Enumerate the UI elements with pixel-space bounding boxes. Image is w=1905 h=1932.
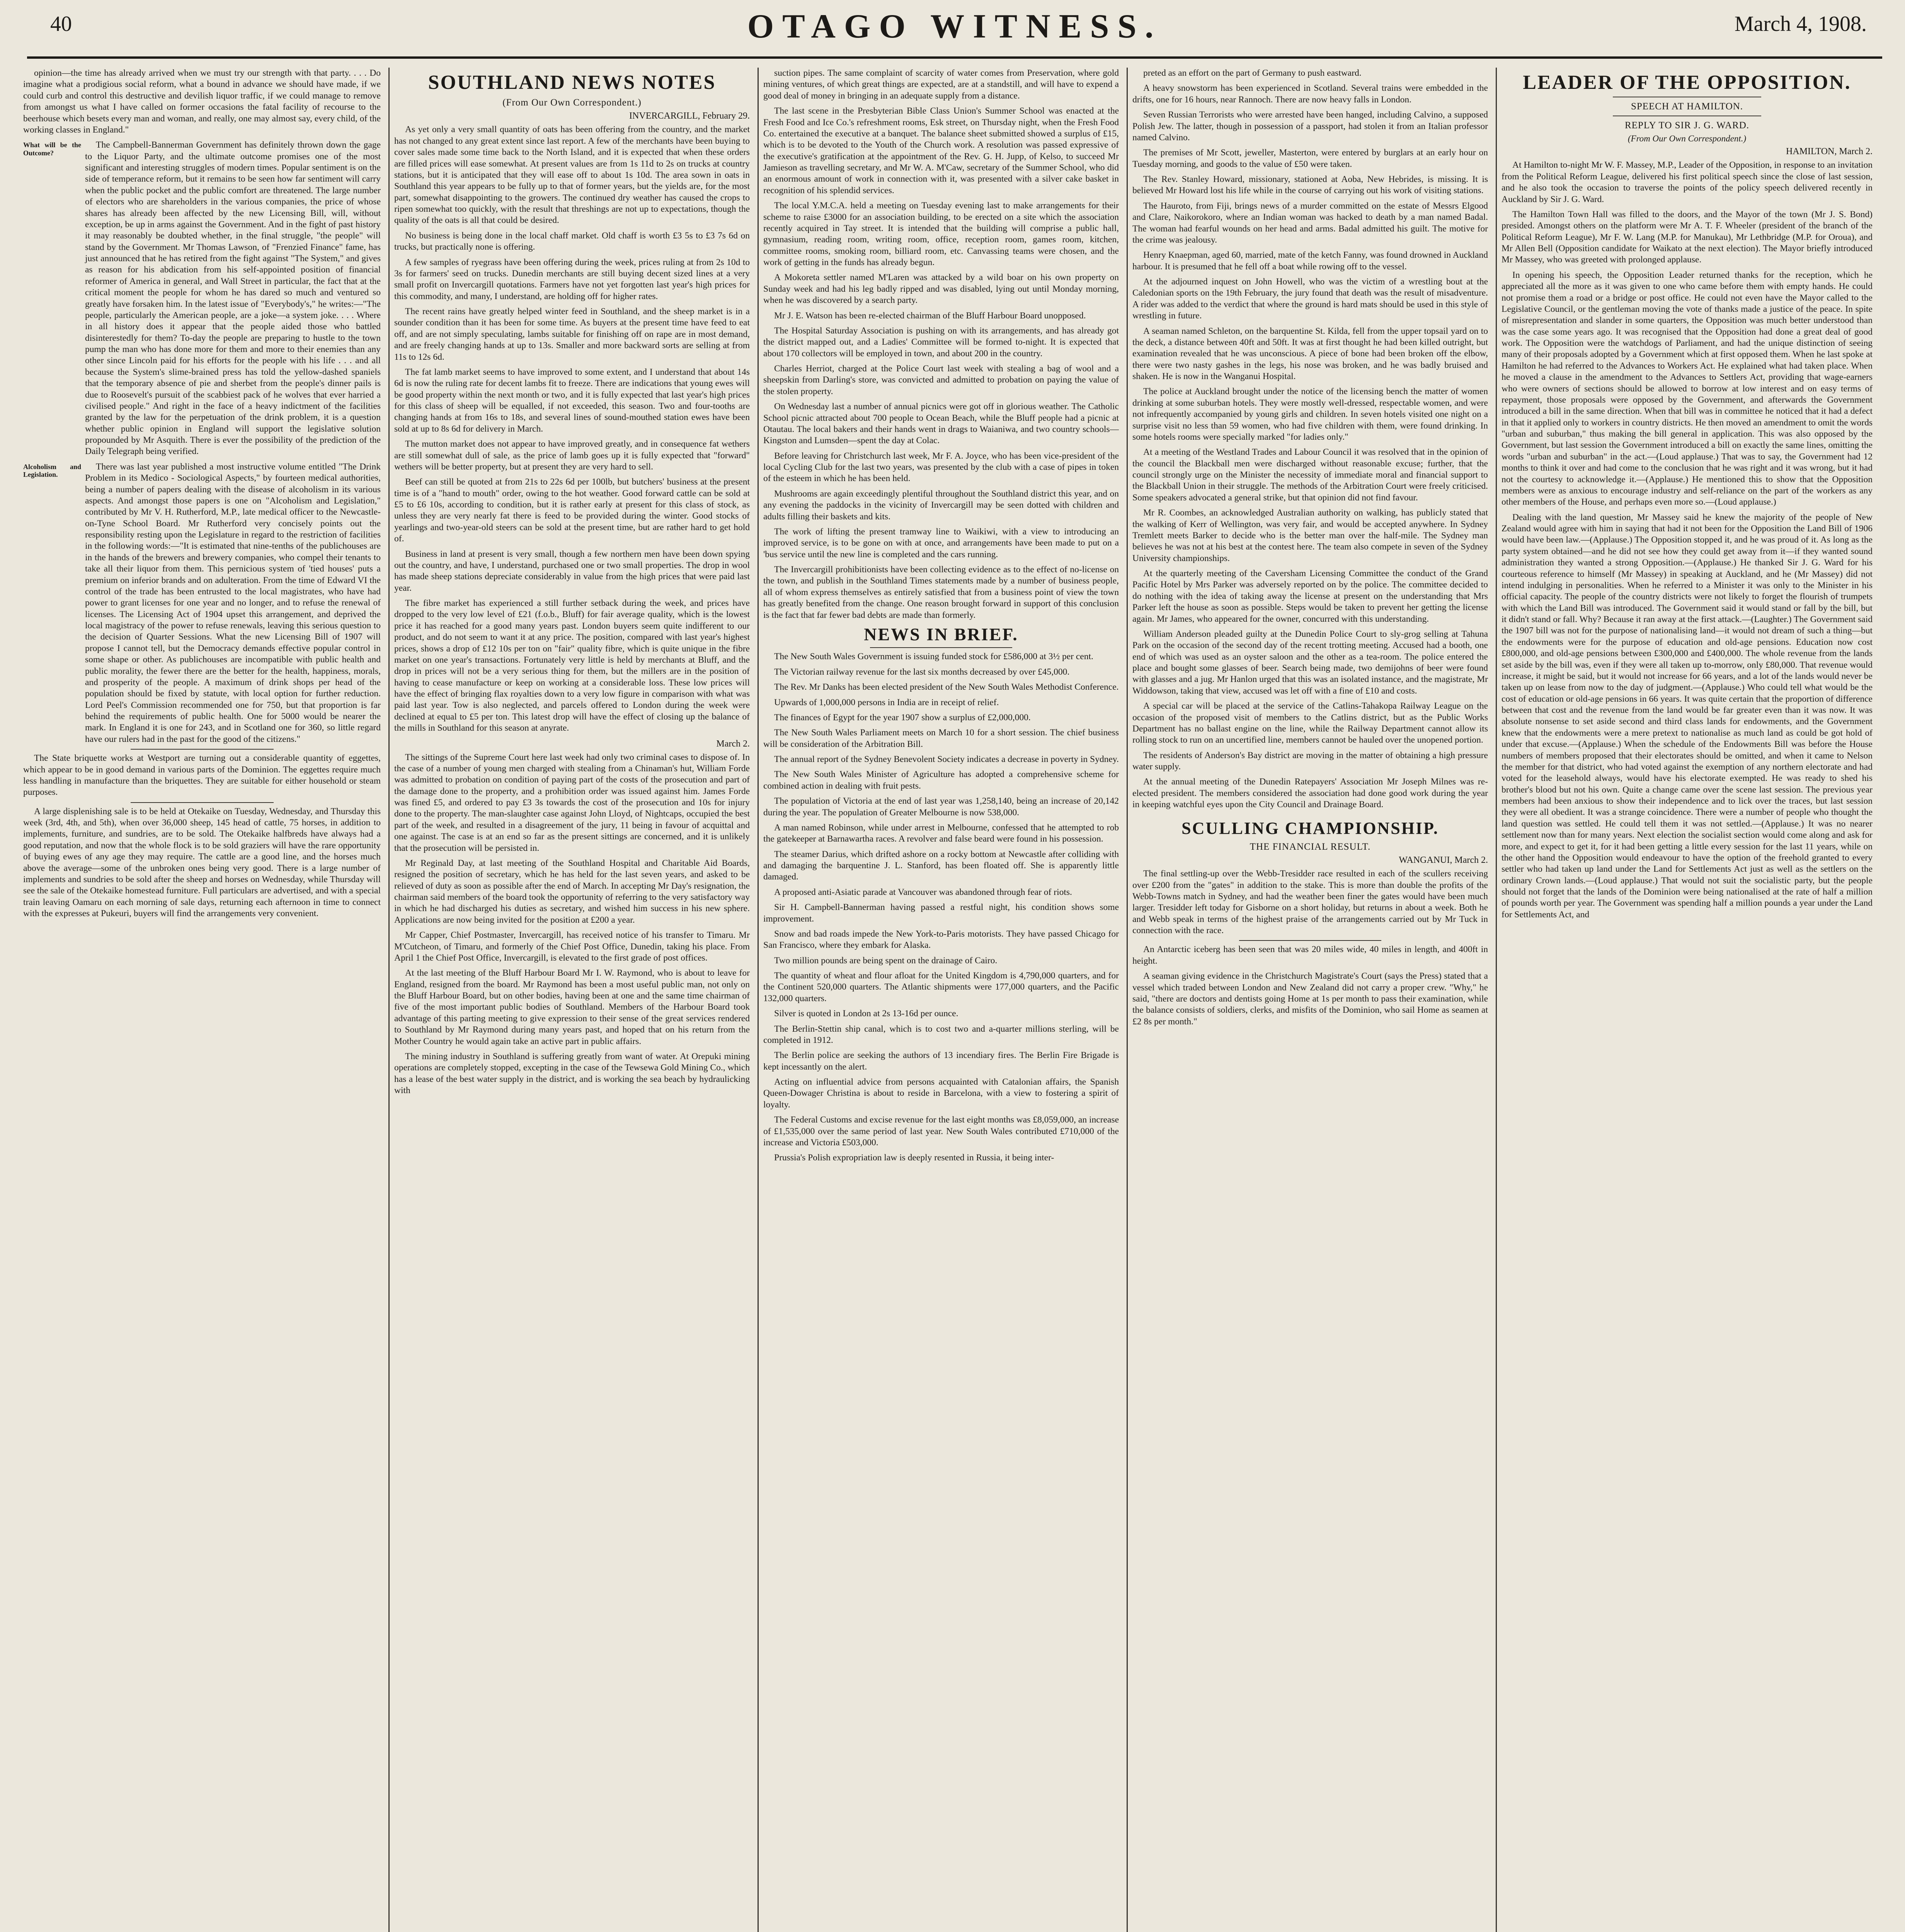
column-5	[1502, 68, 1873, 1932]
article-heading: LEADER OF THE OPPOSITION.	[1523, 71, 1851, 94]
article-paragraph: A large displenishing sale is to be held at Otekaike on Tuesday, Wednesday, and Thursday this week (3rd, 4th, and 5th), when over 36,000 sheep, 145 head of cattle, 75 horses, in addition to implements, furniture, and sundries, are to be sold. The Otekaike halfbreds have always had a good reputation, and now that the whole flock is to be sold graziers will have the rare opportunity of buying ewes of any age they may require. The cattle are a good line, and the horses much above the average—some of the unbroken ones being very good. There is a large number of implements and sundries to be sold after the sheep and horses on Wednesday, while Thursday will see the sale of the Otekaike homestead furniture. Full particulars are advertised, and with a special train leaving Oamaru on each morning of sale days, returning each afternoon in time to connect with the expresses at Pukeuri, buyers will find the arrangements very convenient.	[23, 806, 381, 918]
column-2	[394, 68, 750, 1932]
dateline: INVERCARGILL, February 29.	[629, 111, 750, 121]
article-paragraph: On Wednesday last a number of annual picnics were got off in glorious weather. The Catholic School picnic attracted about 700 people to Ocean Beach, while the Bluff people had a picnic at Otautau. The local bakers and their hands went in drags to Waianiwa, and two country schools—Kingston and Lumsden—spent the day at Colac.	[763, 401, 1119, 446]
news-item: The police at Auckland brought under the notice of the licensing bench the matter of women drinking at some suburban hotels. They were mostly well-dressed, respectable women, and were not infrequently accompanied by young girls and children. In seven hotels visited one night on a surprise visit no less than 59 women, who had five children with them, were found drinking. In some hotels rooms were specially marked "for ladies only."	[1132, 386, 1488, 442]
column-3	[763, 68, 1119, 1932]
article-paragraph: The Invercargill prohibitionists have been collecting evidence as to the effect of no-license on the town, and publish in the Southland Times statements made by a number of business people, all of whom express themselves as entirely satisfied that from a business point of view the town has greatly benefited from the change. One reason brought forward in support of this conclusion is the fact that far fewer bad debts are made than formerly.	[763, 565, 1119, 620]
news-item: At the quarterly meeting of the Caversham Licensing Committee the conduct of the Grand Pacific Hotel by Mrs Parker was adversely reported on by the police. The committee decided to do nothing with the idea of taking away the license at present on the understanding that Mrs Parker left the house as soon as possible. Steps would be taken to prevent her getting the license again. Mr James, who appeared for the owner, concurred with this understanding.	[1132, 568, 1488, 624]
article-paragraph: The work of lifting the present tramway line to Waikiwi, with a view to introducing an improved service, is to be gone on with at once, and arrangements have been made to put on a 'bus service until the new line is completed and the cars running.	[763, 526, 1119, 560]
news-item: The New South Wales Government is issuing funded stock for £586,000 at 3½ per cent.	[774, 651, 1093, 662]
column-1	[23, 68, 381, 1932]
news-item: The Rev. Mr Danks has been elected president of the New South Wales Methodist Conference.	[774, 682, 1119, 692]
page-number: 40	[50, 12, 72, 36]
news-item: Mr R. Coombes, an acknowledged Australian authority on walking, has publicly stated that the walking of Kerr of Wellington, was very fair, and would be accepted anywhere. In Sydney Tremlett meets Barker to decide who is the better man over the half-mile. The Sydney man believes he was not at his best at the contest here. The team also compete in seven of the Sydney University championships.	[1132, 508, 1488, 563]
article-paragraph: The recent rains have greatly helped winter feed in Southland, and the sheep market is in a sounder condition than it has been for some time. As buyers at the present time have feed to eat off, and are not simply speculating, lambs suitable for finishing off on rape are in most demand, and are freely changing hands at up to 13s. Smaller and more backward sorts are selling at from 11s to 12s 6d.	[394, 306, 750, 362]
news-item: The Berlin police are seeking the authors of 13 incendiary fires. The Berlin Fire Brigade is kept incessantly on the alert.	[763, 1050, 1119, 1072]
news-item: The Rev. Stanley Howard, missionary, stationed at Aoba, New Hebrides, is missing. It is believed Mr Howard lost his life while in the course of carrying out his work of visiting stations.	[1132, 174, 1488, 196]
article-paragraph: The Hospital Saturday Association is pushing on with its arrangements, and has already got the district mapped out, and a Ladies' Committee will be formed to-night. It is expected that about 170 collectors will be employed in town, and about 200 in the country.	[763, 325, 1119, 359]
article-subheading: REPLY TO SIR J. G. WARD.	[1624, 120, 1749, 131]
news-item: A proposed anti-Asiatic parade at Vancouver was abandoned through fear of riots.	[774, 887, 1072, 897]
side-heading: Alcoholism and Legislation.	[23, 463, 81, 479]
dateline: March 2.	[716, 738, 750, 749]
news-item: The annual report of the Sydney Benevolent Society indicates a decrease in poverty in Sydney.	[774, 754, 1119, 765]
newspaper-title: OTAGO WITNESS.	[747, 8, 1162, 45]
dateline: HAMILTON, March 2.	[1786, 146, 1873, 157]
news-item: The steamer Darius, which drifted ashore on a rocky bottom at Newcastle after colliding with and damaging the barquentine J. L. Stanford, has been floated off. She is apparently little damaged.	[763, 849, 1119, 882]
article-paragraph: A Mokoreta settler named M'Laren was attacked by a wild boar on his own property on Sunday week and had his leg badly ripped and was disabled, lying out until Monday morning, when he was discovered by a search party.	[763, 272, 1119, 306]
news-item: The Berlin-Stettin ship canal, which is to cost two and a-quarter millions sterling, will be completed in 1912.	[763, 1024, 1119, 1045]
dateline: WANGANUI, March 2.	[1399, 855, 1488, 866]
article-paragraph: Mr J. E. Watson has been re-elected chairman of the Bluff Harbour Board unopposed.	[774, 310, 1086, 321]
article-paragraph: Mr Reginald Day, at last meeting of the Southland Hospital and Charitable Aid Boards, resigned the position of secretary, which he has held for the last seven years, and asked to be relieved of duty as soon as possible after the end of March. In accepting Mr Day's resignation, the chairman said members of the board took the opportunity of referring to the very satisfactory way in which he had discharged his duties as secretary, and wished him success in his new sphere. Applications are now being invited for the position at £200 a year.	[394, 858, 750, 925]
news-item: At the annual meeting of the Dunedin Ratepayers' Association Mr Joseph Milnes was re-elected president. The members considered the association had done good work during the year in keeping watchful eyes upon the City Council and Drainage Board.	[1132, 777, 1488, 810]
news-item: At the adjourned inquest on John Howell, who was the victim of a wrestling bout at the Caledonian sports on the 19th February, the jury found that death was the result of misadventure. A rider was added to the verdict that where the ground is hard mats should be used in this style of wrestling in future.	[1132, 277, 1488, 321]
article-paragraph: The Campbell-Bannerman Government has definitely thrown down the gage to the Liquor Party, and the ultimate outcome promises one of the most significant and interesting struggles of modern times. Popular sentiment is on the side of temperance reform, but it remains to be seen how far sentiment will carry when the public pocket and the public comfort are threatened. The large number of electors who are shareholders in the various companies, the price of whose shares has already been affected by the new Licensing Bill, will, without exception, be up in arms against the Government. And in the fight of past history it may reasonably be doubted whether, in the final struggle, "the people" will stand by the Government. Mr Thomas Lawson, of "Frenzied Finance" fame, has just announced that he has retired from the fight against "The System," and gives as reason for his abdication from his self-appointed position of financial reformer of America in general, and Wall Street in particular, the fact that at the critical moment the people for whom he has dared so much and ventured so greatly have forsaken him. In the latest issue of "Everybody's," he writes:—"The people, particularly the American people, are a joke—a system joke. . . . Where in all history does it appear that the people aided those who battled disinterestedly for them? To-day the people are preparing to hustle to the town pump the man who has done more for them and more to their enemies than any other since Lincoln paid for his efforts for the people with his life . . . and all because the System's slime-brained press has told the yellow-dashed spaniels that the temporary absence of pie and sherbet from the people's dinner pails is due to Roosevelt's pursuit of the scabbiest pack of he wolves that ever harried a civilised people." And right in the face of a heavy indictment of the facilities granted by the law for the perpetuation of the drink problem, it is a question whether public opinion in England will support the legislative solution propounded by Mr Asquith. There is ever the possibility of the prediction of the Daily Telegraph being verified.	[85, 140, 381, 457]
news-item: The population of Victoria at the end of last year was 1,258,140, being an increase of 20,142 during the year. The population of Greater Melbourne is now 538,000.	[763, 796, 1119, 818]
article-heading: SOUTHLAND NEWS NOTES	[428, 71, 716, 94]
article-paragraph: The last scene in the Presbyterian Bible Class Union's Summer School was enacted at the Fresh Food and Ice Co.'s refreshment rooms, Esk street, on Thursday night, when the Fresh Food Co. entertained the executive at a banquet. The balance sheet submitted showed a surplus of £15, which is to be devoted to the Youth of the Church work. A resolution was passed expressive of the executive's gratification at the appointment of the Rev. G. H. Jupp, of Kelso, to succeed Mr Jamieson as travelling secretary, and Mr W. A. M'Caw, secretary of the Summer School, who did an enormous amount of work in connection with it, was presented with a silver cake basket in recognition of his splendid services.	[763, 106, 1119, 196]
section-heading: NEWS IN BRIEF.	[864, 624, 1018, 644]
news-item: At a meeting of the Westland Trades and Labour Council it was resolved that in the opinion of the council the Blackball men were discharged without reasonable excuse; further, that the council strongly urge on the Minister the necessity of immediate moral and financial support to the Blackball Union in their struggle. The methods of the Arbitration Court were freely criticised. Some speakers advocated a general strike, but that opinion did not find favour.	[1132, 447, 1488, 503]
news-item: The New South Wales Parliament meets on March 10 for a short session. The chief business will be consideration of the Arbitration Bill.	[763, 728, 1119, 749]
news-item: Two million pounds are being spent on the drainage of Cairo.	[774, 955, 998, 966]
news-item: Upwards of 1,000,000 persons in India are in receipt of relief.	[774, 697, 999, 707]
article-paragraph: The mutton market does not appear to have improved greatly, and in consequence fat wethers are still somewhat dull of sale, as the price of lamb goes up it is fully expected that "forward" wethers will be better property, but at present they are very hard to sell.	[394, 439, 750, 472]
article-paragraph: At the last meeting of the Bluff Harbour Board Mr I. W. Raymond, who is about to leave for England, resigned from the board. Mr Raymond has been a most useful public man, not only on the Bluff Harbour Board, but on other bodies, having been at one and the same time chairman of five of the most important public bodies of Southland. Members of the Harbour Board took advantage of this parting meeting to give expression to their sense of the great services rendered to Southland by Mr Raymond during many years past, and hoped that on his return from the Mother Country he would again take an active part in public affairs.	[394, 968, 750, 1046]
article-paragraph: The State briquette works at Westport are turning out a considerable quantity of eggettes, which appear to be in good demand in various parts of the Dominion. The eggettes require much less handling in manufacture than the briquettes. They are suitable for either household or steam purposes.	[23, 753, 381, 798]
news-item: preted as an effort on the part of Germany to push eastward.	[1143, 68, 1362, 78]
article-paragraph: The final settling-up over the Webb-Tresidder race resulted in each of the scullers receiving over £200 from the "gates" in addition to the stake. This is more than double the profits of the Webb-Towns match in Sydney, and had the weather been finer the gates would have been much larger. Tresidder left today for Gisborne on a short holiday, but returns in about a week. Both he and Webb speak in terms of the highest praise of the arrangements carried out by Mr Tuck in connection with the race.	[1132, 869, 1488, 936]
masthead	[27, 7, 1882, 65]
article-paragraph: Mushrooms are again exceedingly plentiful throughout the Southland district this year, and on any evening the paddocks in the vicinity of Invercargill may be seen dotted with children and adults filling their baskets and kits.	[763, 488, 1119, 522]
article-paragraph: There was last year published a most instructive volume entitled "The Drink Problem in its Medico - Sociological Aspects," by fourteen medical authorities, being a number of papers dealing with the disease of alcoholism in its various aspects. And amongst those papers is one on "Alcoholism and Legislation," contributed by Mr V. H. Rutherford, M.P., late medical officer to the Newcastle-on-Tyne School Board. Mr Rutherford very concisely points out the responsibility resting upon the Legislature in regard to the restriction of facilities in the following words:—"It is estimated that nine-tenths of the publichouses are in the hands of the brewers and brewery companies, who compel their tenants to take all their liquor from them. This pernicious system of 'tied houses' puts a premium on inferior brands and on adulteration. From the time of Edward VI the control of the trade has been entrusted to the local magistrates, who have had power to grant licenses for one year and no longer, and to refuse the renewal of licenses. The Licensing Act of 1904 upset this arrangement, and deprived the local magistracy of the power to refuse renewals, leaving this serious question to the decision of Quarter Sessions. What the new Licensing Bill of 1907 will propose I cannot tell, but the Democracy demands effective popular control in some shape or other. As publichouses are incompatible with public health and public morality, the fewer there are the better for the health, happiness, morals, and prosperity of the people. A maximum of drink shops per head of the population should be fixed by statute, with local option for further reduction. Lord Peel's Commission recommended one for 750, but that proportion is far behind the requirements of public health. One for 5000 would be nearer the mark. In England it is one for 243, and in Scotland one for 360, so little regard have our rulers had in the past for the good of the citizens."	[85, 461, 381, 744]
masthead-rule	[27, 56, 1882, 59]
news-item: Snow and bad roads impede the New York-to-Paris motorists. They have passed Chicago for San Francisco, where they embark for Alaska.	[763, 929, 1119, 951]
article-paragraph: The mining industry in Southland is suffering greatly from want of water. At Orepuki mining operations are completely stopped, excepting in the case of the Tewsewa Gold Mining Co., which has a lease of the best water supply in the district, and is working the sea beach by hydraulicking with	[394, 1051, 750, 1096]
article-paragraph: At Hamilton to-night Mr W. F. Massey, M.P., Leader of the Opposition, in response to an invitation from the Political Reform League, delivered his first political speech since the close of last session, and he also took the occasion to traverse the points of the policy speech delivered recently in Auckland by Sir J. G. Ward.	[1502, 160, 1873, 204]
news-item: William Anderson pleaded guilty at the Dunedin Police Court to sly-grog selling at Tahuna Park on the occasion of the second day of the recent trotting meeting. Accused had a booth, one end of which was used as an oyster saloon and the other as a tea-room. The police entered the place and bought some glasses of beer. Search being made, two demijohns of beer were found with glasses and a jug. Mr Hanlon urged that this was an isolated instance, and the magistrate, Mr Widdowson, taking that view, accused was let off with a fine of £10 and costs.	[1132, 629, 1488, 696]
side-heading: What will be the Outcome?	[23, 141, 81, 157]
article-paragraph: opinion—the time has already arrived when we must try our strength with that party. . . . Do imagine what a prodigious social reform, what a bound in advance we should have made, if we could curb and control this destructive and devilish liquor traffic, if we could manage to remove from amongst us what I have called on former occasions the fatal facility of recourse to the beerhouse which besets every man and woman, and really, one may almost say, every child, of the working classes in England."	[23, 68, 381, 135]
article-paragraph: In opening his speech, the Opposition Leader returned thanks for the reception, which he appreciated all the more as it was given to one who came before them with empty hands. He could not promise them a road or a bridge or post office. He could not even have the Mayor called to the Legislative Council, or the gentleman moving the vote of thanks made a justice of the peace. In spite of misrepresentation and slander in some quarters, the Opposition was much better understood than was the case some years ago. It was recognised that the Opposition had done a great deal of good work. The Opposition were the watchdogs of Parliament, and had the unique distinction of seeing many of their proposals adopted by a Government which at first opposed them. When he last spoke at Hamilton he had referred to the Advances to Workers Act. He explained what had taken place. When he moved a clause in the amendment to the Advances to Settlers Act, providing that wage-earners who were owners of sections should be allowed to borrow at low interest and on easy terms of repayment, those proposals were opposed by the Government, and afterwards the Government introduced a bill in the same direction. When that bill was in committee he noticed that it had a defect in that it applied only to workers in country districts. He then moved an amendment to omit the words "urban and suburban," thus making the bill general in application. This was also opposed by the Government, but last session the Government introduced a bill on exactly the same lines, omitting the words "urban and suburban" in the act.—(Loud applause.) That was to say, the Government had 12 months to think it over and had come to the conclusion that he was right and it was wrong, but it had not the courtesy to acknowledge it.—(Applause.) He mentioned this to show that the Opposition members were as anxious to encourage industry and self-reliance on the part of the workers as any other members of the House, and perhaps even more so.—(Loud applause.)	[1502, 270, 1873, 507]
news-item: The Hauroto, from Fiji, brings news of a murder committed on the estate of Messrs Elgood and Clare, Naikorokoro, where an Indian woman was hacked to death by a man named Badal. The woman had fearful wounds on her head and arms. Badal admitted his guilt. The motive for the crime was jealousy.	[1132, 201, 1488, 245]
divider	[131, 749, 274, 750]
article-paragraph: Dealing with the land question, Mr Massey said he knew the majority of the people of New Zealand would agree with him in saying that had it not been for the Opposition the Land Bill of 1906 would have been law.—(Applause.) The Opposition stopped it, and he was proud of it. As long as the party system obtained—and he did not see how they could get away from it—if they wanted sound administration they wanted a strong Opposition.—(Applause.) He thanked Sir J. G. Ward for his courteous reference to himself (Mr Massey) in speaking at Auckland, and he (Mr Massey) did not intend indulging in personalities. When he referred to a Minister it was only to the Minister in his official capacity. The people of the country districts were not likely to forget the flourish of trumpets with which the Land Bill was introduced. The Government said it would stand or fall by the bill, but it didn't stand or fall. Why? Because it ran away at the first attack.—(Laughter.) The Government said the 1907 bill was not for the purpose of nationalising land—it would not dream of such a thing—but the endowments were for the purpose of education and old-age pensions. Education now cost £800,000, and old-age pensions between £300,000 and £400,000. The whole revenue from the lands set aside by the bill was, even if they were all taken up to-morrow, only £80,000. That revenue would increase, it might be said, but it would not increase for 66 years, and a lot of the lands would never be taken up on lease from now to the day of judgment.—(Applause.) Who could tell what would be the cost of education or old-age pensions in 66 years. It was quite certain that the proportion of difference between that cost and the revenue from the land would be far greater even than it was now. It was absolute nonsense to set aside second and third class lands for endowments, and the Government knew that the endowments were a mere pretext to nationalise as much land as could be got hold of under that excuse.—(Applause.) When the schedule of the Endowments Bill was before the House numbers of members proposed that their electorates should be omitted, and when it came to Nelson the member for that district, who had voted against the exemption of any northern electorate and had voted for the leasehold always, would have his electorate exempted. He was ready to shed his brother's blood but not his own. Quite a change came over the scene last session. The previous year members had been anxious to show their independence and to lick over the traces, but last session they were all obedient. It was a strange coincidence. There were a number of people who thought the land question was settled. He could tell them it was not settled.—(Applause.) It was no nearer settlement now than for many years. Next election the socialist section would come along and ask for more, and expect to get it, for it had been getting a little every session for the last 11 years, while on the other hand the Opposition would endeavour to have the option of the freehold granted to every settler who had taken up land under the Land for Settlements Act just as well as the settlers on the ordinary Crown lands.—(Loud applause.) That would not suit the socialistic party, but the people should not forget that the lands of the Dominion were being nationalised at the rate of half a million of pounds worth per year. The Government was spending half a million pounds a year under the Land for Settlements Act, and	[1502, 512, 1873, 920]
issue-date: March 4, 1908.	[1734, 12, 1867, 36]
section-heading: SCULLING CHAMPIONSHIP.	[1181, 818, 1439, 838]
article-paragraph: As yet only a very small quantity of oats has been offering from the country, and the market has not changed to any great extent since last report. A few of the merchants have been buying to cover sales made some time back to the North Island, and it is expected that when these orders are filled prices will ease somewhat. At present values are from 1s 11d to 2s on trucks at country stations, but it is anticipated that they will ease off to about 1s 10d. The area sown in oats in Southland this year appears to be fully up to that of former years, but the yields are, for the most part, somewhat disappointing to the growers. The continued dry weather has caused the crops to ripen somewhat too quickly, with the result that threshings are not up to expectations, though the quality of the oats is all that could be desired.	[394, 124, 750, 226]
article-subheading: SPEECH AT HAMILTON.	[1631, 101, 1743, 112]
news-item: Acting on influential advice from persons acquainted with Catalonian affairs, the Spanish Queen-Dowager Christina is about to reside in Barcelona, with a view to fostering a spirit of loyalty.	[763, 1077, 1119, 1110]
column-rule	[758, 68, 759, 1932]
divider	[1239, 940, 1381, 941]
column-rule	[1496, 68, 1497, 1932]
news-item: The residents of Anderson's Bay district are moving in the matter of obtaining a high pressure water supply.	[1132, 750, 1488, 772]
news-item: The Victorian railway revenue for the last six months decreased by over £45,000.	[774, 667, 1070, 677]
article-paragraph: Before leaving for Christchurch last week, Mr F. A. Joyce, who has been vice-president of the local Cycling Club for the last two years, was presented by the club with a case of pipes in token of the esteem in which he has been held.	[763, 451, 1119, 484]
article-source: (From Our Own Correspondent.)	[502, 97, 642, 108]
divider	[131, 802, 274, 803]
article-paragraph: The fat lamb market seems to have improved to some extent, and I understand that about 14s 6d is now the ruling rate for decent lambs fit to freeze. There are indications that young ewes will be good property within the next month or two, and it is fully expected that last year's high prices for this class of sheep will be equalled, if not exceeded, this season. Two and four-tooths are changing hands at from 16s to 18s, and several lines of sound-mouthed station ewes have been sold at up to 8s 6d for delivery in March.	[394, 367, 750, 434]
article-source: (From Our Own Correspondent.)	[1628, 133, 1747, 143]
column-4	[1132, 68, 1488, 1932]
news-item: A heavy snowstorm has been experienced in Scotland. Several trains were embedded in the drifts, one for 16 hours, near Rannoch. There are now heavy falls in London.	[1132, 83, 1488, 105]
article-paragraph: The sittings of the Supreme Court here last week had only two criminal cases to dispose of. In the case of a number of young men charged with stealing from a Chinaman's hut, William Forde was admitted to probation on condition of paying part of the costs of the prosecution and part of the damage done to the property, and a prohibition order was issued against him. James Forde was fined £5, and ordered to pay £3 3s towards the cost of the prosecution and 10s for injury done to the property. The man-slaughter case against John Lloyd, of Nightcaps, occupied the best part of the week, and resulted in a disagreement of the jury, 11 being in favour of acquittal and one against. The case is at an end so far as the present sittings are concerned, and it is unlikely that the prosecution will be persisted in.	[394, 752, 750, 853]
news-item: Prussia's Polish expropriation law is deeply resented in Russia, it being inter-	[774, 1153, 1054, 1163]
article-paragraph: A few samples of ryegrass have been offering during the week, prices ruling at from 2s 10d to 3s for farmers' seed on trucks. Dunedin merchants are still buying decent sized lines at a very small profit on Invercargill quotations. Farmers have not yet forgotten last year's high prices for this commodity, and many, I understand, are holding off for higher rates.	[394, 257, 750, 301]
divider	[870, 647, 1012, 648]
news-item: Seven Russian Terrorists who were arrested have been hanged, including Calvino, a supposed Polish Jew. The latter, though in possession of a passport, had stolen it from an Italian professor named Calvino.	[1132, 110, 1488, 143]
article-paragraph: suction pipes. The same complaint of scarcity of water comes from Preservation, where gold mining ventures, of which great things are expected, are at a standstill, and will have to expend a good deal of money in bringing in an adequate supply from a distance.	[763, 68, 1119, 101]
news-item: The Federal Customs and excise revenue for the last eight months was £8,059,000, an increase of £1,535,000 over the same period of last year. New South Wales contributed £710,000 of the increase and Victoria £503,000.	[763, 1115, 1119, 1148]
column-rule	[1127, 68, 1128, 1932]
article-paragraph: The local Y.M.C.A. held a meeting on Tuesday evening last to make arrangements for their scheme to raise £3000 for an association building, to be erected on a site which the association recently acquired in Tay street. It is intended that the building will comprise a public hall, gymnasium, reading room, writing room, office, reception room, games room, kitchen, committee rooms, smoking room, billiard room, etc. Canvassing teams were chosen, and the work of getting in the funds has already begun.	[763, 201, 1119, 267]
news-item: A seaman giving evidence in the Christchurch Magistrate's Court (says the Press) stated that a vessel which traded between London and New Zealand did not carry a proper crew. "Why," he said, "there are doctors and dentists going Home at 1s per month to pass their examination, while the balance consists of soldiers, clerks, and misfits of the Dominion, who sail Home as seamen at £2 8s per month."	[1132, 971, 1488, 1027]
article-paragraph: Mr Capper, Chief Postmaster, Invercargill, has received notice of his transfer to Timaru. Mr M'Cutcheon, of Timaru, and formerly of the Chief Post Office, Dunedin, taking his place. From April 1 the Chief Post Office, Invercargill, is elevated to the first grade of post offices.	[394, 930, 750, 963]
news-item: A seaman named Schleton, on the barquentine St. Kilda, fell from the upper topsail yard on to the deck, a distance between 40ft and 50ft. It was at first thought he had been killed outright, but examination revealed that he was unconscious. A piece of bone had been broken off the elbow, there were two nasty gashes in the legs, his nose was broken, and he was badly bruised and shaken. He is now in the Wanganui Hospital.	[1132, 326, 1488, 381]
news-item: The finances of Egypt for the year 1907 show a surplus of £2,000,000.	[774, 712, 1031, 723]
news-item: An Antarctic iceberg has been seen that was 20 miles wide, 40 miles in length, and 400ft in height.	[1132, 944, 1488, 966]
article-paragraph: Business in land at present is very small, though a few northern men have been down spying out the country, and have, I understand, purchased one or two small properties. The drop in wool has made sheep stations depreciate considerably in value from the high prices that were paid last year.	[394, 549, 750, 593]
article-paragraph: No business is being done in the local chaff market. Old chaff is worth £3 5s to £3 7s 6d on trucks, but practically none is offering.	[394, 230, 750, 252]
article-paragraph: Charles Herriot, charged at the Police Court last week with stealing a bag of wool and a sheepskin from Darling's store, was convicted and admitted to probation on paying the value of the stolen property.	[763, 364, 1119, 396]
news-item: The premises of Mr Scott, jeweller, Masterton, were entered by burglars at an early hour on Tuesday morning, and goods to the value of £50 were taken.	[1132, 148, 1488, 169]
article-paragraph: The Hamilton Town Hall was filled to the doors, and the Mayor of the town (Mr J. S. Bond) presided. Amongst others on the platform were Mr A. T. F. Wheeler (president of the branch of the Political Reform League), Mr F. W. Lang (M.P. for Manukau), Mr Lethbridge (M.P. for Oroua), and Mr Allen Bell (Opposition candidate for Waikato at the next election). The Mayor briefly introduced Mr Massey, who was greeted with prolonged applause.	[1502, 209, 1873, 265]
news-item: Henry Knaepman, aged 60, married, mate of the ketch Fanny, was found drowned in Auckland harbour. It is presumed that he fell off a boat while rowing off to the vessel.	[1132, 250, 1488, 272]
news-item: Sir H. Campbell-Bannerman having passed a restful night, his condition shows some improvement.	[763, 902, 1119, 924]
news-item: Silver is quoted in London at 2s 13-16d per ounce.	[774, 1009, 958, 1019]
news-item: A man named Robinson, while under arrest in Melbourne, confessed that he attempted to rob the gatekeeper at Barnawartha races. A revolver and false beard were found in his possession.	[763, 822, 1119, 844]
section-subheading: THE FINANCIAL RESULT.	[1250, 841, 1371, 852]
article-paragraph: The fibre market has experienced a still further setback during the week, and prices have dropped to the very low level of £21 (f.o.b., Bluff) for fair average quality, which is the lowest price it has reached for a good many years past. London buyers seem quite indifferent to our product, and do not seem to want it at any price. The position, compared with last year's highest prices, shows a drop of £12 10s per ton on "fair" quality fibre, which is quite unique in the fibre market on one year's transactions. Fortunately very little is held by merchants at Bluff, and the drop in prices will not be a very serious thing for them, but the millers are in the position of having to cease manufacture or keep on working at a considerable loss. These low prices will have the effect of bringing flax royalties down to a very low figure in comparison with what was paid last year. Tow is also neglected, and parcels offered to London during the week were declined at equal to £5 per ton. This latest drop will have the effect of closing up the balance of the mills in Southland for this season at anyrate.	[394, 598, 750, 733]
article-paragraph: Beef can still be quoted at from 21s to 22s 6d per 100lb, but butchers' business at the present time is of a "hand to mouth" order, owing to the hot weather. Good forward cattle can be sold at £5 to £6 10s, according to condition, but it is rather early at present for this class of stock, as unless they are very nearly fat there is feed to be provided during the winter. Good stocks of yearlings and two-year-old steers can be sold at the present time, but are rather hard to get hold of.	[394, 477, 750, 544]
news-item: The quantity of wheat and flour afloat for the United Kingdom is 4,790,000 quarters, and for the Continent 520,000 quarters. The Atlantic shipments were 177,000 quarters, and the Pacific 132,000 quarters.	[763, 971, 1119, 1003]
news-item: The New South Wales Minister of Agriculture has adopted a comprehensive scheme for combined action in dealing with fruit pests.	[763, 769, 1119, 791]
column-rule	[388, 68, 390, 1932]
news-item: A special car will be placed at the service of the Catlins-Tahakopa Railway League on the occasion of the proposed visit of members to the Catlins district, but as the Public Works Department has no ballast engine on the line, while the Railway Department cannot allow its rolling stock to run on an uncertified line, members cannot be hauled over the unopened portion.	[1132, 701, 1488, 745]
